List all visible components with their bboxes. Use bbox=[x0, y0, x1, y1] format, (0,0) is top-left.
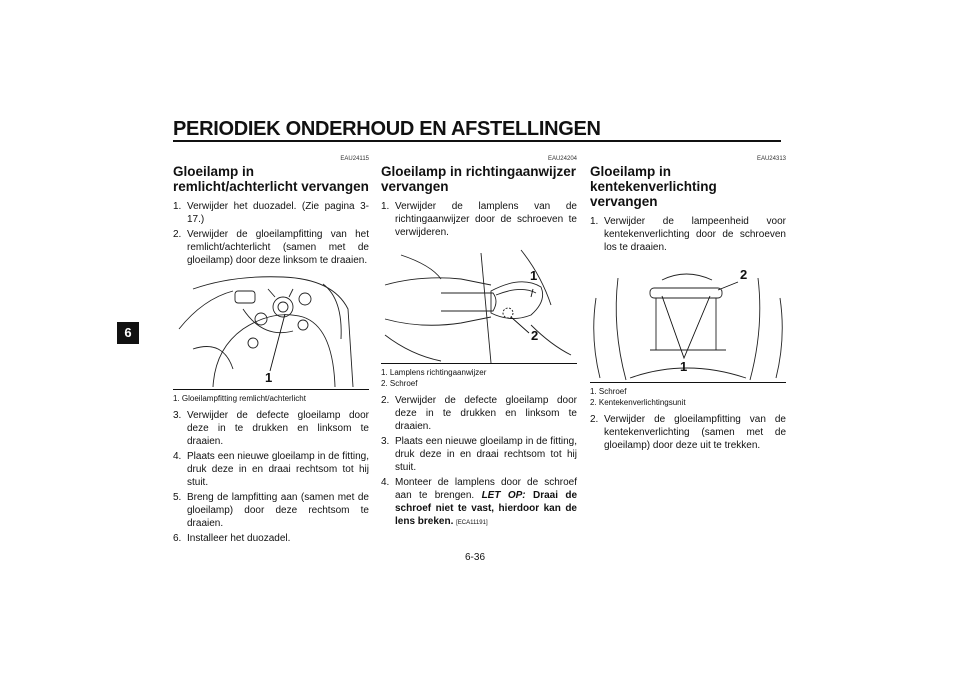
section-license-light bbox=[590, 156, 786, 454]
figure-turn-signal bbox=[381, 245, 577, 364]
step-item: 4. Plaats een nieuwe gloeilamp in de fitting, druk deze in en draai rechtsom tot hij stuit. bbox=[173, 451, 369, 488]
section-brake-tail-light bbox=[173, 156, 369, 547]
figure-license-light bbox=[590, 258, 786, 383]
figure-caption: 1. Schroef 2. Kentekenverlichtingsunit bbox=[590, 387, 686, 407]
header-rule bbox=[173, 140, 781, 142]
step-item: 2. Verwijder de gloeilampfitting van de kentekenverlichting (samen met de gloeilamp) door deze uit te trekken. bbox=[590, 414, 786, 451]
step-list bbox=[381, 200, 577, 239]
callout-2: 2 bbox=[531, 328, 539, 343]
turn-signal-illustration bbox=[381, 245, 577, 363]
figure-tail-light bbox=[173, 269, 369, 390]
step-item: 1. Verwijder het duozadel. (Zie pagina 3-17.) bbox=[173, 201, 369, 225]
step-item: 3. Plaats een nieuwe gloeilamp in de fitting, druk deze in en draai rechtsom tot hij stuit. bbox=[381, 436, 577, 473]
step-list bbox=[173, 200, 369, 267]
caution-note: LET OP: Draai de schroef niet te vast, hierdoor kan de lens breken. bbox=[395, 490, 578, 527]
step-item: 3. Verwijder de defecte gloeilamp door deze in te drukken en linksom te draaien. bbox=[173, 410, 369, 447]
step-list bbox=[590, 215, 786, 254]
section-code: EAU24313 bbox=[756, 156, 786, 162]
figure-caption: 1. Lamplens richtingaanwijzer 2. Schroef bbox=[381, 368, 487, 388]
step-item: 1. Verwijder de lamplens van de richtingaanwijzer door de schroeven te verwijderen. bbox=[381, 201, 577, 238]
callout-2: 2 bbox=[740, 267, 748, 282]
caution-ref: [ECA11191] bbox=[456, 520, 488, 526]
step-item: 2. Verwijder de defecte gloeilamp door deze in te drukken en linksom te draaien. bbox=[381, 395, 577, 432]
step-item: 6. Installeer het duozadel. bbox=[173, 533, 291, 544]
callout-1: 1 bbox=[680, 359, 688, 374]
step-item: 4. Monteer de lamplens door de schroef aan te brengen. LET OP: Draai de schroef niet te vast, hierdoor kan de lens breken. [ECA11191] bbox=[381, 477, 578, 527]
step-item: 2. Verwijder de gloeilampfitting van het remlicht/achterlicht (samen met de gloeilamp) door deze linksom te draaien. bbox=[173, 229, 369, 266]
chapter-tab: 6 bbox=[117, 322, 139, 344]
page-number: 6-36 bbox=[465, 552, 486, 563]
section-title: Gloeilamp in richtingaanwijzer vervangen bbox=[381, 164, 577, 194]
section-code: EAU24204 bbox=[547, 156, 577, 162]
callout-1: 1 bbox=[265, 370, 273, 385]
step-item: 5. Breng de lampfitting aan (samen met de gloeilamp) door deze rechtsom te draaien. bbox=[173, 492, 369, 529]
callout-1: 1 bbox=[530, 268, 538, 283]
section-title: Gloeilamp in remlicht/achterlicht vervangen bbox=[173, 164, 369, 194]
step-item: 1. Verwijder de lampeenheid voor kentekenverlichting door de schroeven los te draaien. bbox=[590, 216, 786, 253]
section-code: EAU24115 bbox=[340, 156, 369, 162]
figure-caption: 1. Gloeilampfitting remlicht/achterlicht bbox=[173, 394, 306, 403]
license-light-illustration bbox=[590, 258, 786, 382]
section-turn-signal bbox=[381, 156, 577, 532]
step-list bbox=[173, 409, 369, 545]
step-list bbox=[381, 394, 577, 530]
section-title: Gloeilamp in kentekenverlichting vervangen bbox=[590, 164, 717, 209]
step-list bbox=[590, 413, 786, 452]
page-header: PERIODIEK ONDERHOUD EN AFSTELLINGEN bbox=[173, 118, 601, 140]
